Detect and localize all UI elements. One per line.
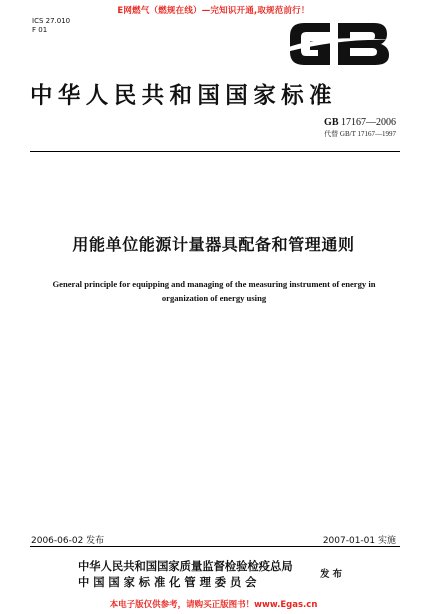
issue-action: 发布 (320, 569, 346, 580)
gb-logo (282, 14, 396, 74)
top-watermark-banner: E网燃气（燃规在线）—完知识开通,取规范前行！ (117, 6, 310, 16)
issuing-authorities (78, 558, 293, 590)
standard-prefix: GB (324, 117, 339, 128)
ics-code: ICS 27.010 (32, 17, 71, 25)
standard-category-title: 中华人民共和国国家标准 (30, 83, 337, 109)
bottom-watermark-banner: 本电子版仅供参考，请购买正版图书！www.Egas.cn (109, 600, 318, 610)
replaces-note: 代替 GB/T 17167—1997 (324, 130, 396, 138)
issuer-line-2: 中国国家标准化管理委员会 (78, 575, 261, 589)
header-divider (30, 151, 400, 152)
implementation-date: 2007-01-01 实施 (322, 536, 396, 546)
gb-logo-b (338, 23, 389, 65)
ccs-code: F 01 (32, 26, 48, 34)
standard-code: 17167—2006 (341, 117, 396, 128)
chinese-title: 用能单位能源计量器具配备和管理通则 (72, 235, 355, 254)
issue-date: 2006-06-02 发布 (31, 536, 105, 546)
footer-divider (30, 546, 400, 547)
standard-number (324, 117, 396, 128)
issuer-line-1: 中华人民共和国国家质量监督检验检疫总局 (78, 559, 293, 573)
ics-classification (32, 17, 70, 35)
english-title: General principle for equipping and managing of the measuring instrument of energy in organization of energy using (52, 279, 376, 303)
